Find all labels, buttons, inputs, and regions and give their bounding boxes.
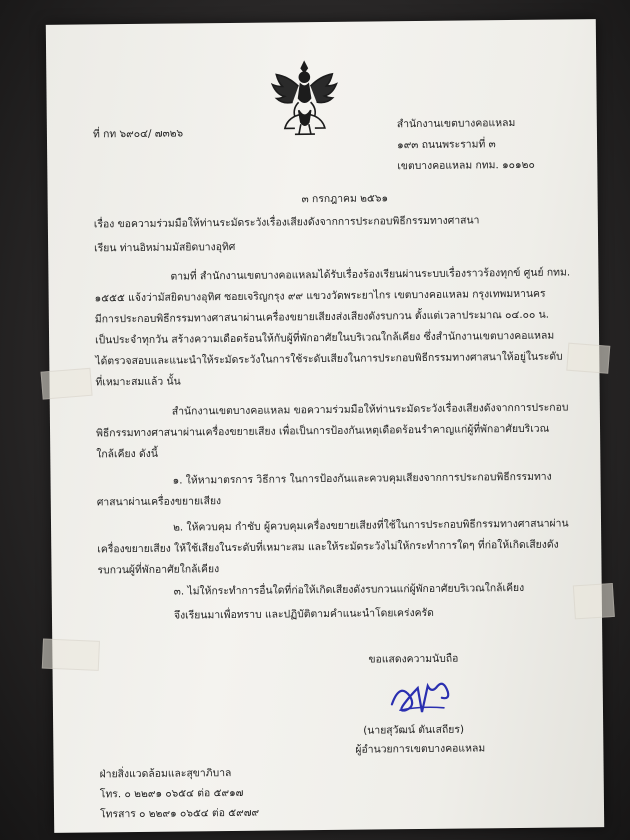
body-paragraph-2 bbox=[96, 397, 569, 465]
garuda-emblem-icon bbox=[264, 58, 345, 141]
list-item-3: ๓. ไม่ให้กระทำการอื่นใดที่ก่อให้เกิดเสียงดังรบกวนแก่ผู้พักอาศัยบริเวณใกล้เคียง bbox=[173, 581, 525, 598]
tape-right-bottom bbox=[573, 583, 615, 619]
body-line: ใกล้เคียง ดังนี้ bbox=[96, 447, 158, 461]
sender-office-line-3: เขตบางคอแหลม กทม. ๑๐๑๒๐ bbox=[397, 158, 535, 173]
letter-paper bbox=[46, 19, 604, 833]
list-item-2 bbox=[97, 513, 569, 581]
footer-department: ฝ่ายสิ่งแวดล้อมและสุขาภิบาล bbox=[99, 766, 232, 781]
body-line: สำนักงานเขตบางคอแหลม ขอความร่วมมือให้ท่านระมัดระวังเรื่องเสียงดังจากการประกอบ bbox=[171, 401, 569, 418]
signer-name: (นายสุวัฒน์ ตันเสถียร) bbox=[363, 723, 465, 737]
body-line: มีการประกอบพิธีกรรมทางศาสนาผ่านเครื่องขยายเสียงส่งเสียงดังรบกวน ตั้งแต่เวลาประมาณ ๐๔.๐๐ น. bbox=[94, 308, 550, 326]
body-line: เป็นประจำทุกวัน สร้างความเดือดร้อนให้กับผู้ที่พักอาศัยในบริเวณใกล้เคียง ซึ่งสำนักงานเขตบางคอแหลม bbox=[95, 329, 555, 347]
item-line: ศาสนาผ่านเครื่องขยายเสียง bbox=[96, 495, 222, 509]
tape-left-bottom bbox=[42, 638, 100, 670]
closing-request: จึงเรียนมาเพื่อทราบ และปฏิบัติตามคำแนะนำโดยเคร่งครัด bbox=[173, 606, 434, 622]
body-line: พิธีกรรมทางศาสนาผ่านเครื่องขยายเสียง เพื่อเป็นการป้องกันเหตุเดือดร้อนรำคาญแก่ผู้ที่พักอาศัยบริเวณ bbox=[96, 422, 550, 440]
sender-office-line-1: สำนักงานเขตบางคอแหลม bbox=[396, 116, 516, 131]
closing-phrase: ขอแสดงความนับถือ bbox=[368, 652, 459, 666]
body-line: ได้ตรวจสอบและแนะนำให้ระมัดระวังในการใช้ระดับเสียงในการประกอบพิธีกรรมทางศาสนาให้อยู่ในระดับ bbox=[95, 350, 563, 368]
body-paragraph-1 bbox=[94, 262, 571, 393]
letter-date: ๓ กรกฎาคม ๒๕๖๑ bbox=[301, 192, 389, 206]
list-item-1 bbox=[96, 467, 552, 514]
item-line: ๑. ให้หามาตรการ วิธีการ ในการป้องกันและควบคุมเสียงจากการประกอบพิธีกรรมทาง bbox=[172, 470, 552, 487]
footer-phone: โทร. ๐ ๒๒๙๑ ๐๖๕๔ ต่อ ๕๙๑๗ bbox=[99, 786, 244, 801]
tape-left-top bbox=[41, 368, 93, 400]
body-line: ตามที่ สำนักงานเขตบางคอแหลมได้รับเรื่องร้องเรียนผ่านระบบเรื่องราวร้องทุกข์ ศูนย์ กทม. bbox=[170, 266, 571, 283]
tape-right-top bbox=[566, 343, 610, 374]
signature-scribble bbox=[386, 674, 466, 719]
reference-number: ที่ กท ๖๙๐๔/ ๗๓๒๖ bbox=[92, 127, 184, 141]
footer-fax: โทรสาร ๐ ๒๒๙๑ ๐๖๕๔ ต่อ ๕๙๗๙ bbox=[99, 806, 260, 821]
signer-title: ผู้อำนวยการเขตบางคอแหลม bbox=[355, 742, 486, 756]
body-line: ๑๕๕๕ แจ้งว่ามัสยิดบางอุทิศ ซอยเจริญกรุง ๙๙ แขวงวัดพระยาไกร เขตบางคอแหลม กรุงเทพมหานคร bbox=[94, 287, 546, 305]
sender-office-line-2: ๑๙๓ ถนนพระรามที่ ๓ bbox=[397, 138, 496, 152]
body-line: ที่เหมาะสมแล้ว นั้น bbox=[95, 375, 181, 389]
item-line: เครื่องขยายเสียง ให้ใช้เสียงในระดับที่เหมาะสม และให้ระมัดระวังไม่ให้กระทำการใดๆ ที่ก่อให้เกิดเสียงดัง bbox=[97, 538, 559, 556]
letter-salutation: เรียน ท่านอิหม่ามมัสยิดบางอุทิศ bbox=[94, 240, 236, 255]
letter-subject: เรื่อง ขอความร่วมมือให้ท่านระมัดระวังเรื่องเสียงดังจากการประกอบพิธีกรรมทางศาสนา bbox=[93, 214, 480, 231]
item-line: ๒. ให้ควบคุม กำชับ ผู้ควบคุมเครื่องขยายเสียงที่ใช้ในการประกอบพิธีกรรมทางศาสนาผ่าน bbox=[172, 517, 569, 534]
item-line: รบกวนผู้ที่พักอาศัยใกล้เคียง bbox=[97, 563, 220, 577]
